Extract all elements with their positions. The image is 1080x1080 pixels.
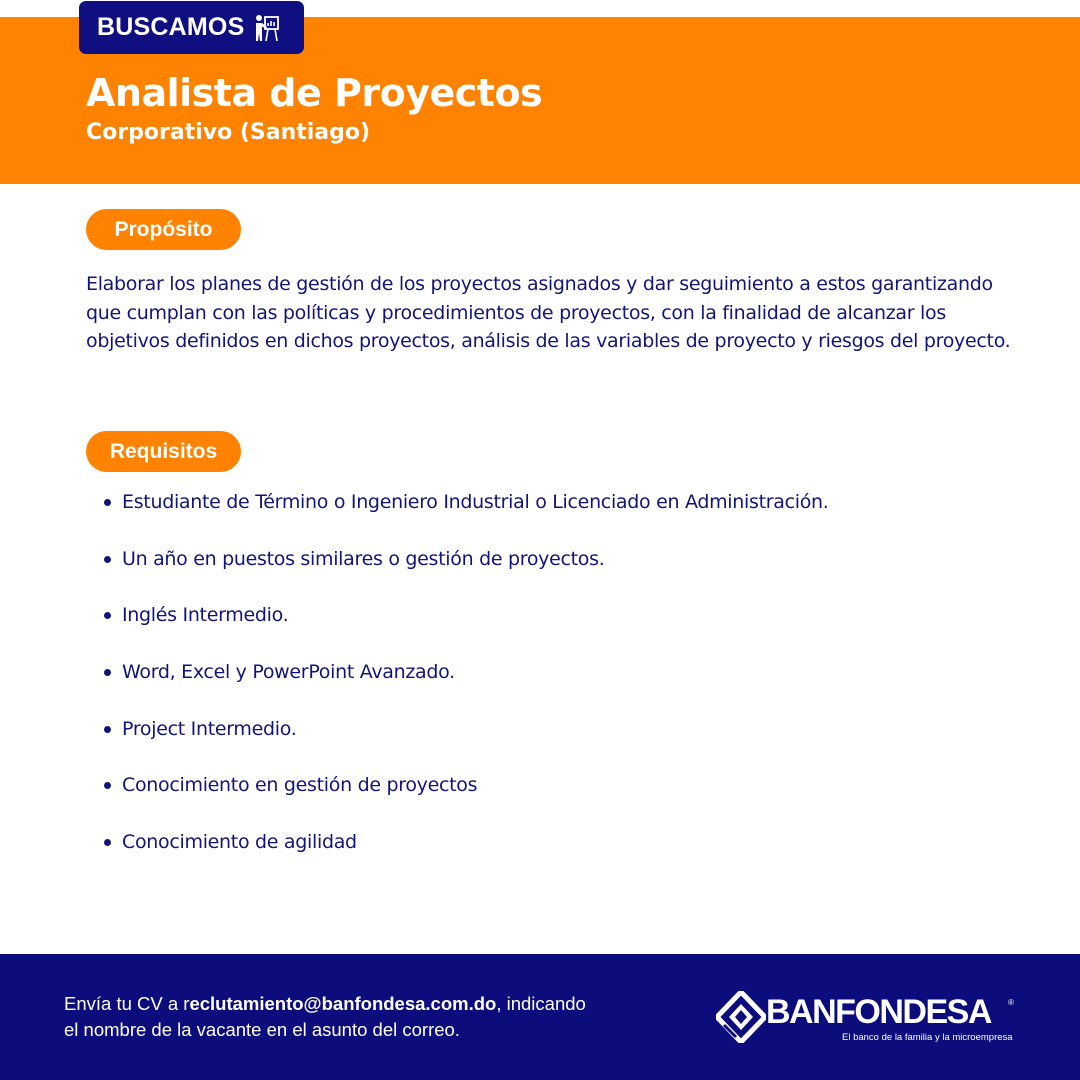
badge-label: BUSCAMOS <box>97 13 245 41</box>
purpose-text: Elaborar los planes de gestión de los proyectos asignados y dar seguimiento a estos garantizando que cumplan con las políticas y procedimientos de proyectos, con la finalidad de alcanzar los objetivos definidos en dichos proyectos, análisis de las variables de proyecto y riesgos del proyecto. <box>86 273 1011 352</box>
job-title: Analista de Proyectos <box>86 71 543 115</box>
requirement-item: Inglés Intermedio. <box>104 601 829 658</box>
footer-line1-prefix: Envía tu CV a r <box>64 993 190 1014</box>
presenter-at-board-icon <box>254 14 280 42</box>
recruitment-email: eclutamiento@banfondesa.com.do <box>189 993 497 1014</box>
footer-line1-suffix: , indicando <box>496 993 586 1014</box>
footer-contact-text <box>64 991 586 1043</box>
requirement-item: Conocimiento en gestión de proyectos <box>104 771 829 828</box>
buscamos-badge <box>79 1 304 54</box>
brand-registered-mark: ® <box>1008 998 1014 1007</box>
requirement-item: Project Intermedio. <box>104 715 829 772</box>
requirement-item: Un año en puestos similares o gestión de proyectos. <box>104 545 829 602</box>
job-location: Corporativo (Santiago) <box>86 120 371 145</box>
brand-name: BANFONDESA <box>766 993 991 1031</box>
requirement-item: Word, Excel y PowerPoint Avanzado. <box>104 658 829 715</box>
footer-line2: el nombre de la vacante en el asunto del correo. <box>64 1019 460 1040</box>
banfondesa-diamond-logo-icon <box>716 991 766 1047</box>
requirement-item: Estudiante de Término o Ingeniero Industrial o Licenciado en Administración. <box>104 488 829 545</box>
requirements-list <box>104 488 829 885</box>
requirement-item: Conocimiento de agilidad <box>104 828 829 885</box>
brand-tagline: El banco de la familia y la microempresa <box>842 1032 1013 1043</box>
purpose-heading-pill: Propósito <box>86 209 241 250</box>
footer <box>0 954 1080 1080</box>
requirements-heading-pill: Requisitos <box>86 431 241 472</box>
